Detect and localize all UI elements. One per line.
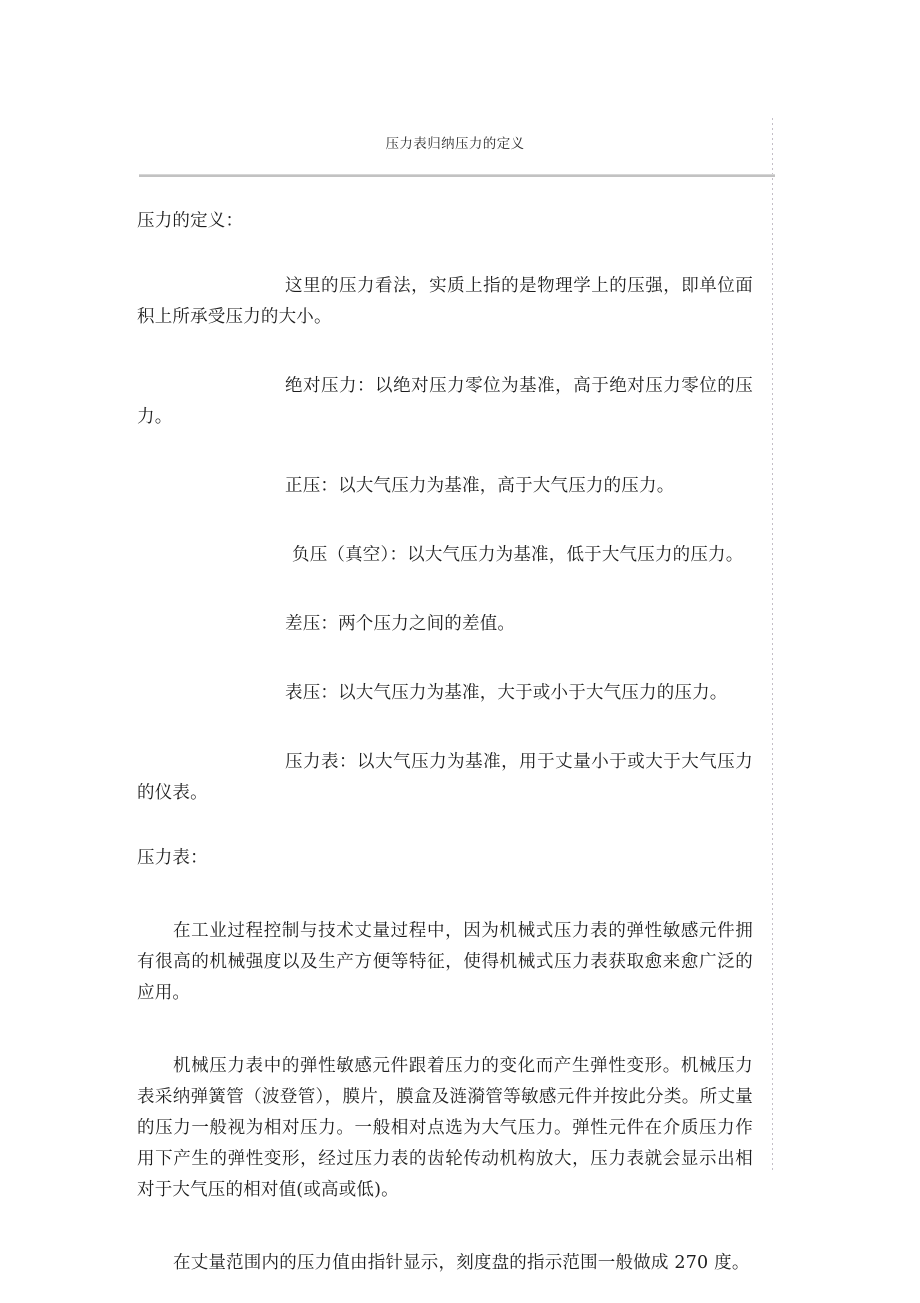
spacer (137, 1033, 753, 1051)
paragraph-dial-range: 在丈量范围内的压力值由指针显示，刻度盘的指示范围一般做成 270 度。 (173, 1253, 750, 1273)
spacer (137, 729, 753, 747)
definition-absolute-pressure: 绝对压力：以绝对压力零位为基准，高于绝对压力零位的压力。 (137, 376, 753, 427)
header-title: 压力表归纳压力的定义 (385, 136, 525, 152)
spacer (137, 1230, 753, 1248)
definition-positive-pressure: 正压：以大气压力为基准，高于大气压力的压力。 (285, 476, 675, 496)
spacer (137, 890, 753, 916)
spacer (137, 660, 753, 678)
document-running-header (137, 134, 773, 154)
paragraph-elastic-element: 机械压力表中的弹性敏感元件跟着压力的变化而产生弹性变形。机械压力表采纳弹簧管（波登管），膜片，膜盒及涟漪管等敏感元件并按此分类。所丈量的压力一般视为相对压力。一般相对点选为大气压力。弹性元件在介质压力作用下产生的弹性变形，经过压力表的齿轮传动机构放大，压力表就会显示出相对于大气压的相对值(或高或低)。 (137, 1056, 753, 1200)
definition-pressure-gauge: 压力表：以大气压力为基准，用于丈量小于或大于大气压力的仪表。 (137, 752, 753, 803)
page-frame-right-border (772, 118, 773, 1170)
spacer (137, 353, 753, 371)
spacer (137, 453, 753, 471)
definition-pressure-general: 这里的压力看法，实质上指的是物理学上的压强，即单位面积上所承受压力的大小。 (137, 276, 753, 327)
definition-gauge-pressure: 表压：以大气压力为基准，大于或小于大气压力的压力。 (285, 683, 728, 703)
paragraph-industrial-process: 在工业过程控制与技术丈量过程中，因为机械式压力表的弹性敏感元件拥有很高的机械强度以及生产方便等特征，使得机械式压力表获取愈来愈广泛的应用。 (137, 921, 753, 1003)
spacer (137, 591, 753, 609)
section-heading-definition: 压力的定义： (137, 211, 244, 231)
section-heading-pressure-gauge: 压力表： (137, 848, 208, 868)
document-body (137, 206, 753, 1303)
header-divider-rule (139, 174, 775, 177)
definition-differential-pressure: 差压：两个压力之间的差值。 (285, 614, 516, 634)
definition-negative-pressure: 负压（真空）：以大气压力为基准，低于大气压力的压力。 (292, 545, 744, 565)
spacer (137, 253, 753, 271)
spacer (137, 522, 753, 540)
